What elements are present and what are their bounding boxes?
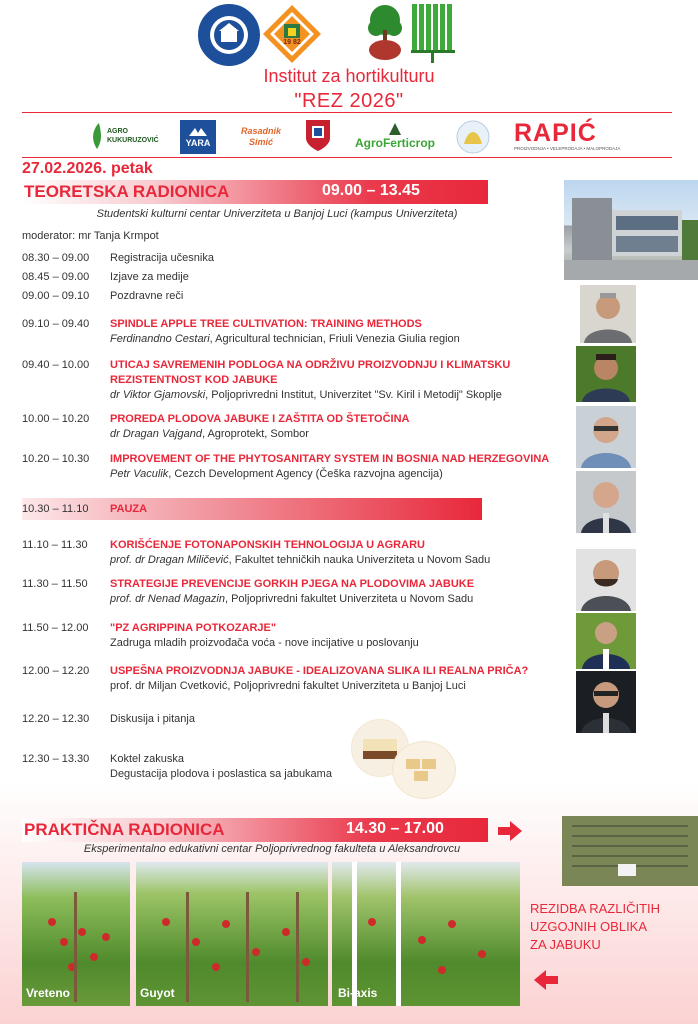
talk-affiliation: , Agroprotekt, Sombor	[201, 428, 309, 440]
talk-title-line2: REZISTENTNOST KOD JABUKE	[110, 374, 278, 386]
talk-5	[0, 539, 560, 573]
talk-speaker-line	[110, 468, 443, 480]
tree-hand-logo	[364, 4, 406, 64]
pruning-note	[530, 900, 690, 954]
sponsor-label: AgroFerticrop	[354, 136, 435, 150]
talk-affiliation: , Fakultet tehničkih nauka Univerziteta u Novom Sadu	[228, 554, 491, 566]
item-time: 09.00 – 09.10	[22, 290, 90, 302]
dessert-photo-2	[392, 741, 456, 799]
arrow-left-icon	[534, 970, 558, 995]
talk-speaker-line: prof. dr Miljan Cvetković, Poljoprivredni fakultet Univerziteta u Banjoj Luci	[110, 680, 466, 692]
talk-speaker: prof. dr Dragan Miličević	[110, 554, 229, 566]
university-seal-logo	[198, 4, 260, 66]
talk-title: USPEŠNA PROIZVODNJA JABUKE - IDEALIZOVANA SLIKA ILI REALNA PRIČA?	[110, 665, 529, 677]
talk-affiliation: , Agricultural technician, Friuli Venezia Giulia region	[209, 333, 460, 345]
orchard-photo-guyot	[136, 862, 328, 1006]
event-title: "REZ 2026"	[294, 90, 404, 112]
talk-speaker-line	[110, 593, 473, 605]
talk-speaker: dr Dragan Vajgand	[110, 428, 202, 440]
orchard-photo-vreteno	[22, 862, 130, 1006]
theory-title: TEORETSKA RADIONICA	[24, 182, 230, 201]
faculty-logo-year: 19 82	[283, 39, 301, 46]
event-date: 27.02.2026. petak	[22, 160, 153, 177]
talk-speaker: dr Viktor Gjamovski	[110, 389, 206, 401]
pruning-note-line: UZGOJNIH OBLIKA	[530, 919, 648, 934]
speaker-photo-milicevic	[576, 549, 636, 611]
speaker-photo-vaculik	[576, 471, 636, 533]
orchard-photo-bi-axis	[332, 862, 520, 1006]
talk-title: STRATEGIJE PREVENCIJE GORKIH PJEGA NA PLODOVIMA JABUKE	[110, 578, 475, 590]
divider	[22, 157, 672, 158]
item-time: 08.30 – 09.00	[22, 252, 90, 264]
talk-time: 11.50 – 12.00	[22, 622, 89, 634]
sponsor-rasadnik-simic	[234, 120, 288, 154]
talk-title: UTICAJ SAVREMENIH PODLOGA NA ODRŽIVU PROIZVODNJU I KLIMATSKU	[110, 359, 511, 371]
pause-time: 10.30 – 11.10	[22, 503, 89, 515]
talk-3	[0, 413, 560, 447]
item-text: Izjave za medije	[110, 271, 189, 283]
item-time: 12.20 – 12.30	[22, 713, 90, 725]
pruning-note-line: ZA JABUKU	[530, 937, 601, 952]
faculty-logo	[262, 4, 322, 64]
moderator: moderator: mr Tanja Krmpot	[22, 230, 159, 242]
talk-speaker: prof. dr Nenad Magazin	[110, 593, 225, 605]
pause-label: PAUZA	[110, 503, 148, 515]
item-text: Diskusija i pitanja	[110, 713, 195, 725]
talk-7	[0, 622, 560, 656]
pause-band	[22, 498, 482, 520]
speaker-photo-magazin	[576, 613, 636, 669]
item-text: Koktel zakuska	[110, 753, 184, 765]
talk-time: 10.20 – 10.30	[22, 453, 90, 465]
pruning-note-line: REZIDBA RAZLIČITIH	[530, 901, 661, 916]
sponsor-rapic	[514, 119, 621, 154]
speaker-photo-cestari	[580, 285, 636, 343]
theory-time: 09.00 – 13.45	[322, 182, 420, 199]
photo-caption: Vreteno	[26, 986, 71, 1000]
talk-time: 09.40 – 10.00	[22, 359, 90, 371]
item-text: Registracija učesnika	[110, 252, 214, 264]
item-time: 12.30 – 13.30	[22, 753, 90, 765]
institute-title: Institut za hortikulturu	[263, 66, 435, 86]
talk-4	[0, 453, 560, 487]
talk-speaker-line	[110, 333, 460, 345]
talk-title: PROREDA PLODOVA JABUKE I ZAŠTITA OD ŠTETOČINA	[110, 413, 410, 425]
practical-venue: Eksperimentalno edukativni centar Poljoprivrednog fakulteta u Aleksandrovcu	[83, 843, 461, 855]
talk-6	[0, 578, 560, 612]
talk-title: IMPROVEMENT OF THE PHYTOSANITARY SYSTEM IN BOSNIA NAD HERZEGOVINA	[110, 453, 550, 465]
talk-affiliation: , Poljoprivredni fakultet Univerziteta u Novom Sadu	[224, 593, 474, 605]
talk-time: 12.00 – 12.20	[22, 665, 90, 677]
sponsor-label: YARA	[185, 138, 211, 148]
venue-building-photo	[564, 180, 698, 280]
practical-title: PRAKTIČNA RADIONICA	[24, 820, 225, 839]
talk-title: KORIŠĆENJE FOTONAPONSKIH TEHNOLOGIJA U AGRARU	[110, 539, 425, 551]
sponsor-agroferticrop	[350, 118, 440, 154]
talk-affiliation: , Poljoprivredni Institut, Univerzitet "Sv. Kiril i Metodij" Skoplje	[205, 389, 502, 401]
sponsor-round-icon	[456, 120, 490, 154]
item-text: Pozdravne reči	[110, 290, 184, 302]
talk-title: "PZ AGRIPPINA POTKOZARJE"	[110, 622, 277, 634]
talk-speaker-line	[110, 428, 309, 440]
practical-time: 14.30 – 17.00	[346, 820, 444, 837]
closing-2	[0, 753, 400, 785]
divider	[22, 112, 672, 113]
sponsor-agro-kukuruzovic	[88, 120, 160, 152]
talk-affiliation: , Cezch Development Agency (Češka razvojna agencija)	[168, 468, 443, 480]
talk-1	[0, 318, 560, 352]
item-text-line2: Degustacija plodova i poslastica sa jabukama	[110, 768, 332, 780]
item-time: 08.45 – 09.00	[22, 271, 90, 283]
sponsor-yara	[180, 120, 216, 154]
green-bars-logo	[410, 2, 458, 64]
talk-title: SPINDLE APPLE TREE CULTIVATION: TRAINING METHODS	[110, 318, 422, 330]
speaker-photo-gjamovski	[576, 346, 636, 402]
talk-speaker-line	[110, 389, 502, 401]
talk-speaker-line	[110, 554, 490, 566]
theory-venue: Studentski kulturni centar Univerziteta u Banjoj Luci (kampus Univerziteta)	[96, 208, 458, 220]
talk-time: 10.00 – 10.20	[22, 413, 90, 425]
talk-time: 09.10 – 09.40	[22, 318, 90, 330]
talk-description: Zadruga mladih proizvođača voća - nove incijative u poslovanju	[110, 637, 419, 649]
photo-caption: Bi-axis	[338, 986, 378, 1000]
sponsor-label: AGRO KUKURUZOVIĆ	[107, 128, 159, 144]
sponsor-label: Rasadnik Simić	[240, 126, 282, 147]
schedule-block-simple	[0, 252, 560, 312]
closing-1	[0, 713, 400, 729]
talk-8	[0, 665, 560, 699]
sponsor-label: RAPIĆ	[514, 119, 597, 147]
talk-2	[0, 359, 560, 405]
talk-time: 11.30 – 11.50	[22, 578, 88, 590]
speaker-photo-vajgand	[576, 406, 636, 468]
photo-caption: Guyot	[140, 986, 175, 1000]
talk-speaker: Ferdinandno Cestari	[110, 333, 210, 345]
speaker-photo-cvetkovic	[576, 671, 636, 733]
orchard-aerial-photo	[562, 816, 698, 886]
rapic-tagline: PROIZVODNJA • VELEPRODAJA • MALOPRODAJA	[514, 146, 621, 151]
talk-speaker: Petr Vaculik	[110, 468, 169, 480]
talk-time: 11.10 – 11.30	[22, 539, 88, 551]
sponsor-shield-icon	[304, 118, 332, 152]
